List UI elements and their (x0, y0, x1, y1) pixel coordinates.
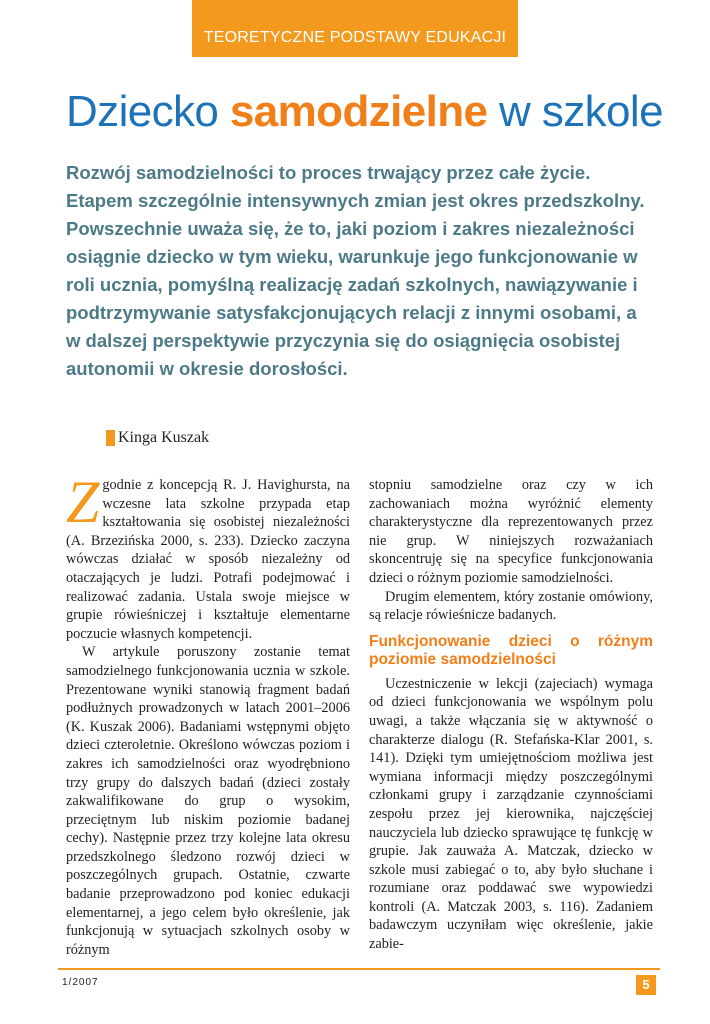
article-lead: Rozwój samodzielności to proces trwający przez całe życie. Etapem szczególnie intensywnych zmian jest okres przedszkolny. Powszechnie uważa się, że to, jaki poziom i zakres niezależności osiągnie dziecko w tym wieku, warunkuje jego funkcjonowanie w roli ucznia, pomyślną realizację zadań szkolnych, nawiązywanie i podtrzymywanie satysfakcjonujących relacji z innymi osobami, a w dalszej perspektywie przyczynia się do osiągnięcia osobistej autonomii w okresie dorosłości. (66, 162, 645, 379)
right-column (369, 476, 653, 954)
section-heading: Funkcjonowanie dzieci o różnym poziomie samodzielności (369, 632, 653, 668)
paragraph: W artykule poruszony zostanie temat samodzielnego funkcjonowania ucznia w szkole. Prezentowane wyniki stanowią fragment badań podłużnych prowadzonych w latach 2001–2006 (K. Kuszak 2006). Badaniami wstępnymi objęto dzieci czteroletnie. Określono wówczas poziom i zakres ich samodzielności oraz wyodrębniono trzy grupy do dalszych badań (dzieci zostały zakwalifikowane do grup o wysokim, przeciętnym lub niskim poziomie badanej cechy). Następnie przez trzy kolejne lata okresu przedszkolnego śledzono rozwój dzieci w poszczególnych grupach. Ostatnie, czwarte badanie przeprowadzono pod koniec edukacji elementarnej, a jego celem było określenie, jak funkcjonują w sytuacjach szkolnych osoby w różnym (66, 644, 350, 958)
section-label (192, 0, 518, 57)
title-accent-word: samodzielne (229, 87, 488, 136)
left-column (66, 469, 350, 959)
title-part-1: Dziecko (66, 87, 230, 136)
paragraph: stopniu samodzielne oraz czy w ich zachowaniach można wyróżnić elementy charakterystyczne dla reprezentowanych przez nie grup. W niniejszych rozważaniach skoncentruję się na specyfice funkcjonowania dzieci o różnym poziomie samodzielności. (369, 477, 653, 586)
drop-cap: Z (66, 469, 100, 535)
article-title (66, 84, 663, 140)
paragraph-text: godnie z koncepcją R. J. Havighursta, na wczesne lata szkolne przypada etap kształtowania się osobistej niezależności (A. Brzezińska 2000, s. 233). Dziecko zaczyna wówczas działać w sposób niezależny od otaczających je ludzi. Potrafi podejmować i realizować zadania. Ustala swoje miejsce w grupie rówieśniczej i kształtuje elementarne poczucie własnych kompetencji. (66, 477, 350, 642)
paragraph: Uczestniczenie w lekcji (zajeciach) wymaga od dzieci funkcjonowania we wspólnym polu uwagi, a także włączania się w aktywność o charakterze dialogu (R. Stefańska-Klar 2001, s. 141). Dzięki tym umiejętnościom możliwa jest wymiana informacji między poszczególnymi członkami grupy i zarządzanie czynnościami zespołu przez jej kierownika, najczęściej nauczyciela lub dziecko sprawujące tę funkcję w grupie. Jak zauważa A. Matczak, dziecko w szkole musi zabiegać o to, aby było słuchane i rozumiane oraz poddawać swe wypowiedzi kontroli (A. Matczak 2003, s. 116). Zadaniem badawczym uczyniłam więc określenie, jakie zabie- (369, 675, 653, 953)
section-label-text: TEORETYCZNE PODSTAWY EDUKACJI (203, 29, 507, 46)
paragraph: Drugim elementem, który zostanie omówiony, są relacje rówieśnicze badanych. (369, 588, 653, 624)
byline-marker (106, 430, 115, 446)
paragraph (66, 469, 350, 643)
title-part-2: w szkole (487, 87, 663, 136)
author-name: Kinga Kuszak (118, 429, 210, 446)
page-number: 5 (636, 975, 656, 995)
author-byline (106, 428, 209, 448)
footer-divider (58, 968, 660, 970)
issue-number: 1/2007 (62, 977, 99, 988)
